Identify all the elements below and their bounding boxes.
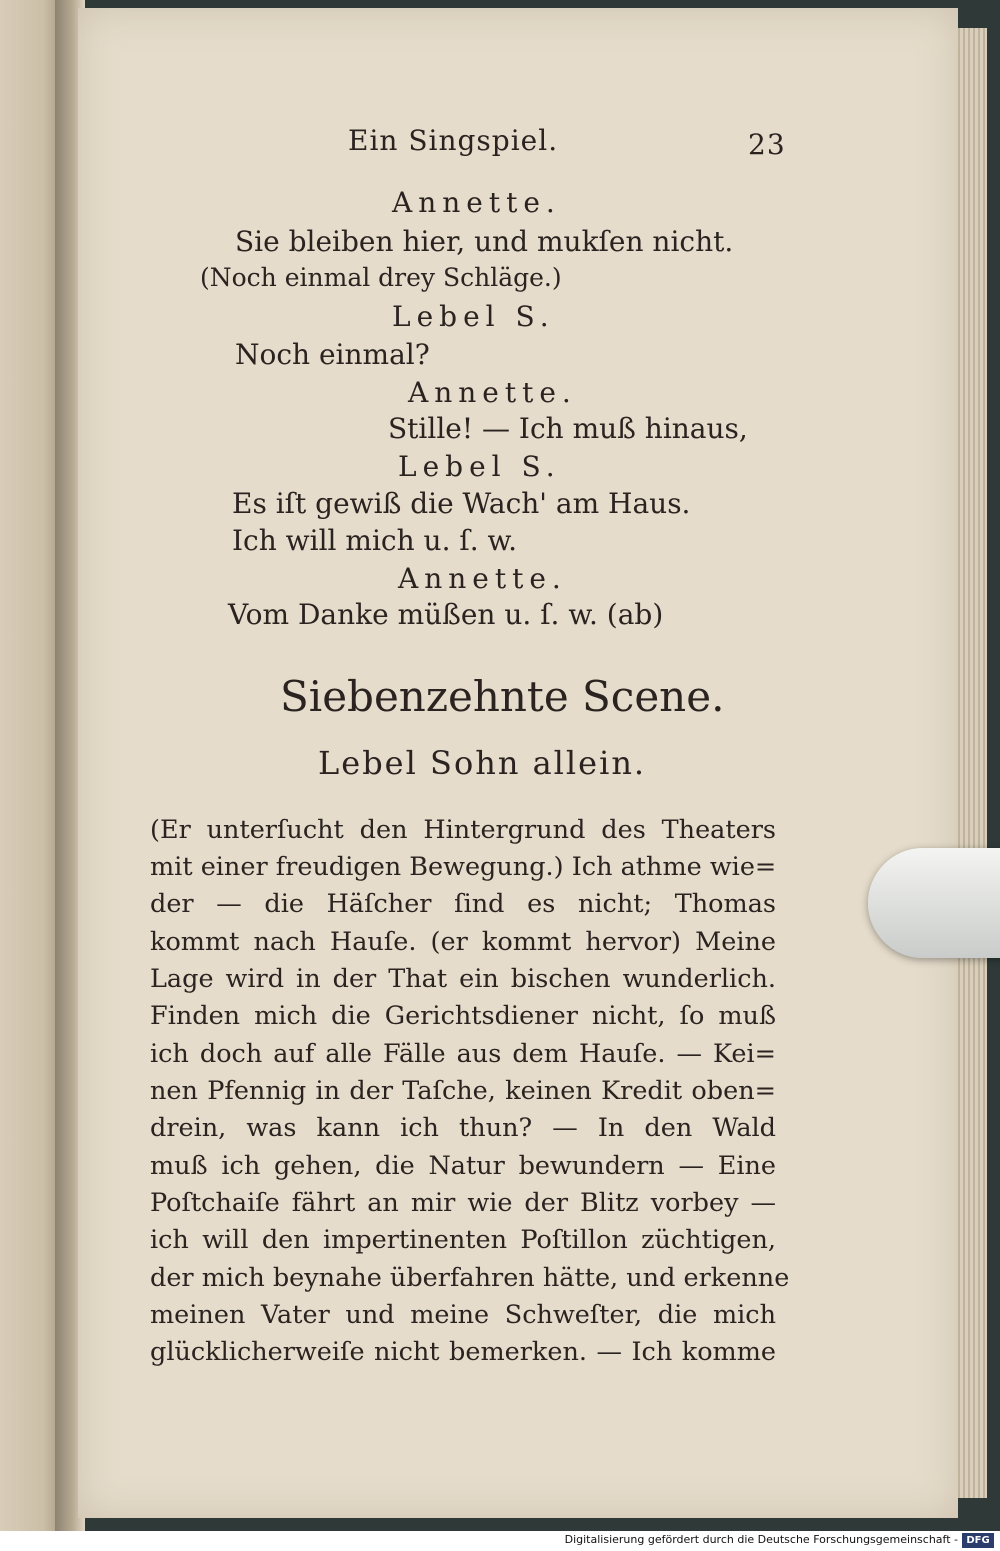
prose-line: der mich beynahe überfahren hätte, und erkenne	[150, 1263, 790, 1293]
prose-line: der — die Häſcher ſind es nicht; Thomas	[150, 889, 776, 919]
facing-page-edge	[0, 0, 62, 1540]
verse-line: Sie bleiben hier, und mukſen nicht.	[235, 225, 734, 258]
page-stack-edges	[955, 28, 987, 1498]
running-head: Ein Singspiel.	[348, 124, 559, 157]
prose-line: kommt nach Hauſe. (er kommt hervor) Meine	[150, 927, 776, 957]
verse-line: Noch einmal?	[235, 338, 430, 371]
scene-subtitle: Lebel Sohn allein.	[318, 744, 647, 782]
stage-direction: (Noch einmal drey Schläge.)	[200, 263, 562, 292]
page-clip	[868, 848, 1000, 958]
prose-line: meinen Vater und meine Schweſter, die mich	[150, 1300, 776, 1330]
dfg-logo: DFG	[962, 1533, 994, 1548]
speaker-label: Lebel S.	[398, 450, 561, 483]
prose-line: mit einer freudigen Bewegung.) Ich athme wie=	[150, 852, 777, 882]
speaker-label: Annette.	[392, 186, 561, 219]
page-number: 23	[748, 128, 786, 161]
prose-line: (Er unterſucht den Hintergrund des Theaters	[150, 815, 776, 845]
prose-line: Poſtchaiſe fährt an mir wie der Blitz vorbey —	[150, 1188, 776, 1218]
prose-line: Lage wird in der That ein bischen wunderlich.	[150, 964, 776, 994]
prose-line: nen Pfennig in der Taſche, keinen Kredit oben=	[150, 1076, 776, 1106]
footer-bar	[0, 1531, 1000, 1551]
speaker-label: Annette.	[398, 562, 567, 595]
verse-line: Stille! — Ich muß hinaus,	[388, 412, 748, 445]
scene-title: Siebenzehnte Scene.	[280, 672, 725, 721]
prose-line: glücklicherweiſe nicht bemerken. — Ich komme	[150, 1337, 776, 1367]
prose-line: ich will den impertinenten Poſtillon züchtigen,	[150, 1225, 776, 1255]
verse-line: Es iſt gewiß die Wach' am Haus.	[232, 487, 691, 520]
prose-line: ich doch auf alle Fälle aus dem Hauſe. — Kei=	[150, 1039, 776, 1069]
prose-line: muß ich gehen, die Natur bewundern — Eine	[150, 1151, 776, 1181]
prose-line: Finden mich die Gerichtsdiener nicht, ſo muß	[150, 1001, 776, 1031]
speaker-label: Lebel S.	[392, 300, 555, 333]
verse-line: Ich will mich u. ſ. w.	[232, 524, 518, 557]
speaker-label: Annette.	[408, 376, 577, 409]
verse-line: Vom Danke müßen u. ſ. w. (ab)	[228, 598, 664, 631]
footer-credit: Digitalisierung gefördert durch die Deutsche Forschungsgemeinschaft -	[564, 1533, 958, 1546]
prose-line: drein, was kann ich thun? — In den Wald	[150, 1113, 776, 1143]
